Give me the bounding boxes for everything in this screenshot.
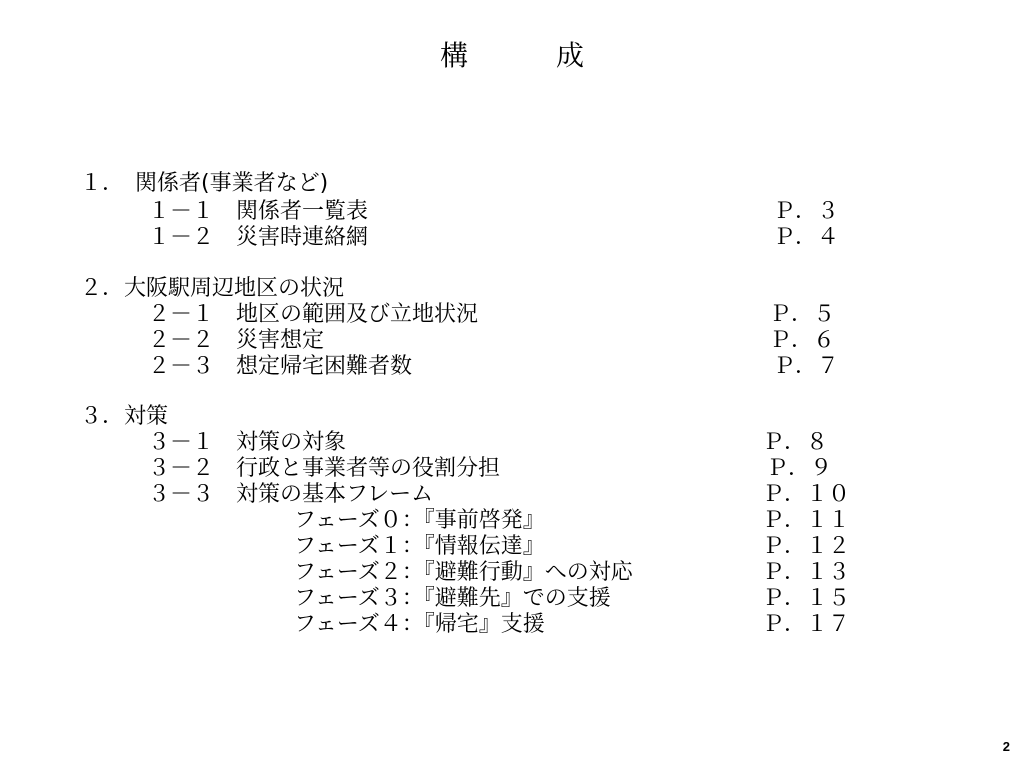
toc-page-1-2: Ｐ．４ (773, 225, 840, 250)
section-heading-2: ２．大阪駅周辺地区の状況 (80, 276, 345, 301)
toc-item-2-3: ２－３ 想定帰宅困難者数 (148, 354, 413, 379)
toc-phase-1: フェーズ１：『情報伝達』 (294, 534, 545, 559)
toc-item-3-2: ３－２ 行政と事業者等の役割分担 (148, 456, 501, 481)
toc-item-1-1: １－１ 関係者一覧表 (148, 199, 369, 224)
toc-phase-4: フェーズ４：『帰宅』支援 (294, 612, 545, 637)
toc-item-2-1: ２－１ 地区の範囲及び立地状況 (148, 302, 479, 327)
toc-page-3-3: Ｐ．１０ (762, 482, 851, 507)
toc-phase-3: フェーズ３：『避難先』での支援 (294, 586, 611, 611)
toc-page-2-1: Ｐ．５ (769, 302, 836, 327)
toc-item-3-1: ３－１ 対策の対象 (148, 430, 347, 455)
toc-item-2-2: ２－２ 災害想定 (148, 328, 325, 353)
toc-item-1-2: １－２ 災害時連絡網 (148, 225, 369, 250)
toc-page-2-2: Ｐ．６ (769, 328, 836, 353)
toc-phase-page-2: Ｐ．１３ (762, 560, 851, 585)
toc-phase-2: フェーズ２：『避難行動』への対応 (294, 560, 633, 585)
toc-phase-0: フェーズ０：『事前啓発』 (294, 508, 545, 533)
toc-phase-page-1: Ｐ．１２ (762, 534, 851, 559)
toc-page-1-1: Ｐ．３ (773, 199, 840, 224)
toc-item-3-3: ３－３ 対策の基本フレーム (148, 482, 434, 507)
toc-page-3-1: Ｐ．８ (762, 430, 829, 455)
toc-page-3-2: Ｐ．９ (766, 456, 833, 481)
toc-page-2-3: Ｐ．７ (773, 354, 840, 379)
section-heading-1: １． 関係者(事業者など) (80, 171, 329, 196)
toc-phase-page-0: Ｐ．１１ (762, 508, 851, 533)
section-heading-3: ３．対策 (80, 404, 169, 429)
slide-number: 2 (1002, 739, 1010, 754)
toc-phase-page-3: Ｐ．１５ (762, 586, 851, 611)
toc-phase-page-4: Ｐ．１７ (762, 612, 851, 637)
page-title: 構 成 (439, 39, 614, 72)
